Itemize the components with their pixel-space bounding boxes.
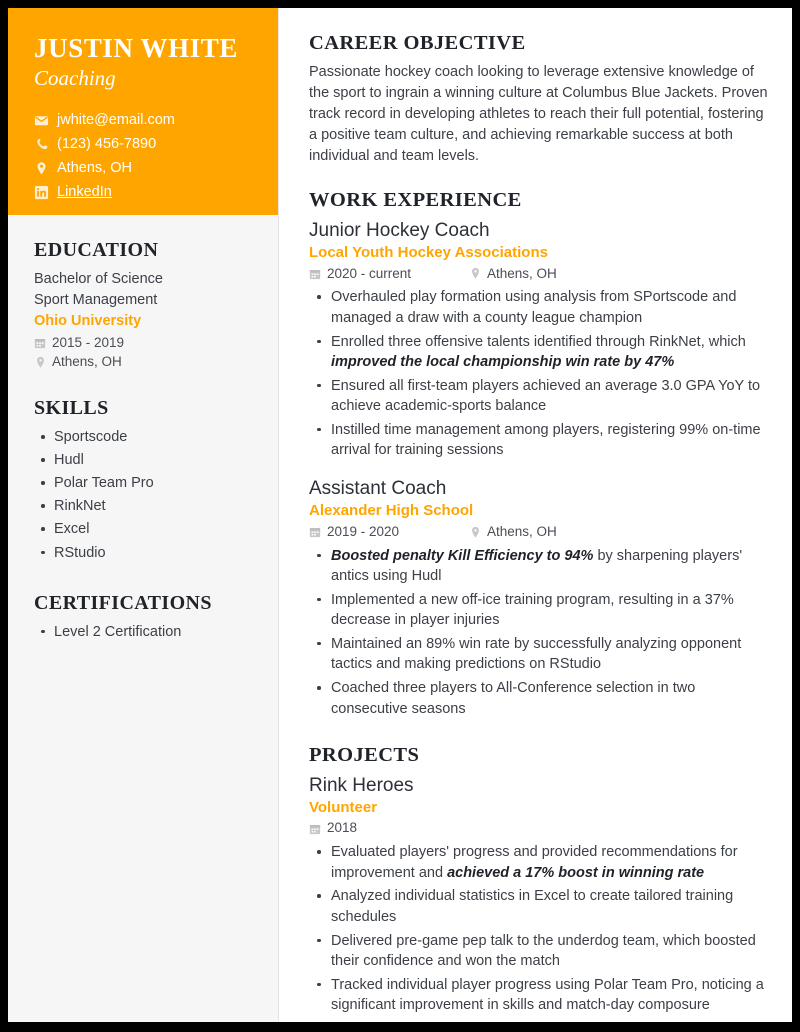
skills-list — [34, 427, 260, 563]
list-item: Hudl — [34, 450, 260, 471]
entry-location: Athens, OH — [487, 523, 557, 539]
calendar-icon — [309, 267, 321, 280]
objective-text: Passionate hockey coach looking to leverage extensive knowledge of the sport to ingrain a winning culture at Columbus Blue Jackets. Proven track record in developing athletes to reach their full potential, fostering a positive team culture, and achieving remarkable success at both individual and team levels. — [309, 63, 768, 165]
list-item: Ensured all first-team players achieved an average 3.0 GPA YoY to achieve academic-sports balance — [309, 376, 770, 417]
contact-phone-text: (123) 456-7890 — [57, 136, 157, 153]
location-pin-icon — [34, 161, 49, 176]
education-heading: EDUCATION — [34, 239, 159, 261]
list-item: Level 2 Certification — [34, 622, 260, 643]
entry-meta — [309, 821, 770, 836]
header-block — [8, 8, 278, 215]
entry-dates-cell — [309, 267, 469, 282]
entry-bullets — [309, 842, 770, 1016]
entry-dates: 2019 - 2020 — [327, 523, 400, 539]
certifications-heading: CERTIFICATIONS — [34, 591, 212, 614]
education-location: Athens, OH — [52, 353, 122, 369]
calendar-icon — [34, 337, 46, 350]
candidate-name: JUSTIN WHITE — [34, 33, 239, 63]
certifications-list — [34, 622, 260, 643]
entry-bullets — [309, 287, 770, 461]
resume-page — [8, 8, 792, 1022]
entry-dates-cell — [309, 525, 469, 540]
main-column — [279, 8, 792, 1019]
list-item: Tracked individual player progress using Polar Team Pro, noticing a significant improvement in skills and match-day composure — [309, 975, 770, 1016]
list-item: Implemented a new off-ice training program, resulting in a 37% decrease in player injuries — [309, 590, 770, 631]
projects-heading: PROJECTS — [309, 744, 420, 767]
education-dates: 2015 - 2019 — [52, 334, 125, 350]
envelope-icon — [34, 113, 49, 128]
experience-entry — [309, 219, 770, 461]
skills-heading: SKILLS — [34, 397, 109, 420]
list-item: RStudio — [34, 543, 260, 564]
list-item: Instilled time management among players, registering 99% on-time arrival for training sessions — [309, 420, 770, 461]
contact-location-text: Athens, OH — [57, 160, 132, 177]
spacer — [309, 167, 770, 189]
calendar-icon — [309, 526, 321, 539]
experience-entry — [309, 477, 770, 719]
entry-location: Athens, OH — [487, 265, 557, 281]
location-pin-icon — [469, 267, 481, 280]
education-dates-row — [34, 336, 260, 351]
work-experience-entries — [309, 219, 770, 719]
list-item: Overhauled play formation using analysis from SPortscode and managed a draw with a county league champion — [309, 287, 770, 328]
phone-icon — [34, 137, 49, 152]
entry-organization: Local Youth Hockey Associations — [309, 244, 548, 262]
projects-entries — [309, 774, 770, 1016]
list-item: Coached three players to All-Conference selection in two consecutive seasons — [309, 678, 770, 719]
entry-title: Junior Hockey Coach — [309, 219, 490, 241]
entry-title: Assistant Coach — [309, 478, 447, 500]
entry-dates-cell — [309, 821, 469, 836]
entry-location-cell — [469, 525, 557, 540]
linkedin-icon — [34, 185, 49, 200]
objective-heading: CAREER OBJECTIVE — [309, 32, 526, 54]
list-item: Polar Team Pro — [34, 473, 260, 494]
list-item: Enrolled three offensive talents identified through RinkNet, which improved the local championship win rate by 47% — [309, 332, 770, 373]
sidebar-body — [8, 215, 278, 645]
contact-linkedin-text[interactable]: LinkedIn — [57, 184, 112, 201]
spacer — [309, 722, 770, 744]
location-pin-icon — [34, 356, 46, 369]
contact-phone — [34, 137, 258, 152]
contact-linkedin[interactable] — [34, 185, 258, 200]
entry-meta — [309, 525, 770, 540]
list-item: Analyzed individual statistics in Excel to create tailored training schedules — [309, 886, 770, 927]
education-field: Sport Management — [34, 291, 158, 308]
entry-title: Rink Heroes — [309, 774, 414, 796]
candidate-job-title: Coaching — [34, 65, 116, 90]
education-degree: Bachelor of Science — [34, 271, 163, 287]
education-location-row — [34, 355, 260, 370]
entry-bullets — [309, 546, 770, 720]
list-item: Boosted penalty Kill Efficiency to 94% by sharpening players' antics using Hudl — [309, 546, 770, 587]
location-pin-icon — [469, 526, 481, 539]
list-item: Maintained an 89% win rate by successfully analyzing opponent tactics and making predictions on RStudio — [309, 634, 770, 675]
contact-list — [34, 113, 258, 200]
entry-dates: 2018 — [327, 820, 358, 836]
calendar-icon — [309, 822, 321, 835]
contact-email-text: jwhite@email.com — [57, 112, 175, 129]
entry-organization: Volunteer — [309, 798, 378, 816]
entry-meta — [309, 267, 770, 282]
education-school: Ohio University — [34, 313, 142, 330]
entry-dates: 2020 - current — [327, 265, 412, 281]
entry-location-cell — [469, 267, 557, 282]
project-entry — [309, 774, 770, 1016]
contact-email — [34, 113, 258, 128]
entry-organization: Alexander High School — [309, 502, 474, 520]
list-item: Evaluated players' progress and provided recommendations for improvement and achieved a 17% boost in winning rate — [309, 842, 770, 883]
list-item: Sportscode — [34, 427, 260, 448]
contact-location — [34, 161, 258, 176]
list-item: Excel — [34, 519, 260, 540]
list-item: Delivered pre-game pep talk to the underdog team, which boosted their confidence and won the match — [309, 931, 770, 972]
list-item: RinkNet — [34, 496, 260, 517]
work-experience-heading: WORK EXPERIENCE — [309, 189, 522, 212]
